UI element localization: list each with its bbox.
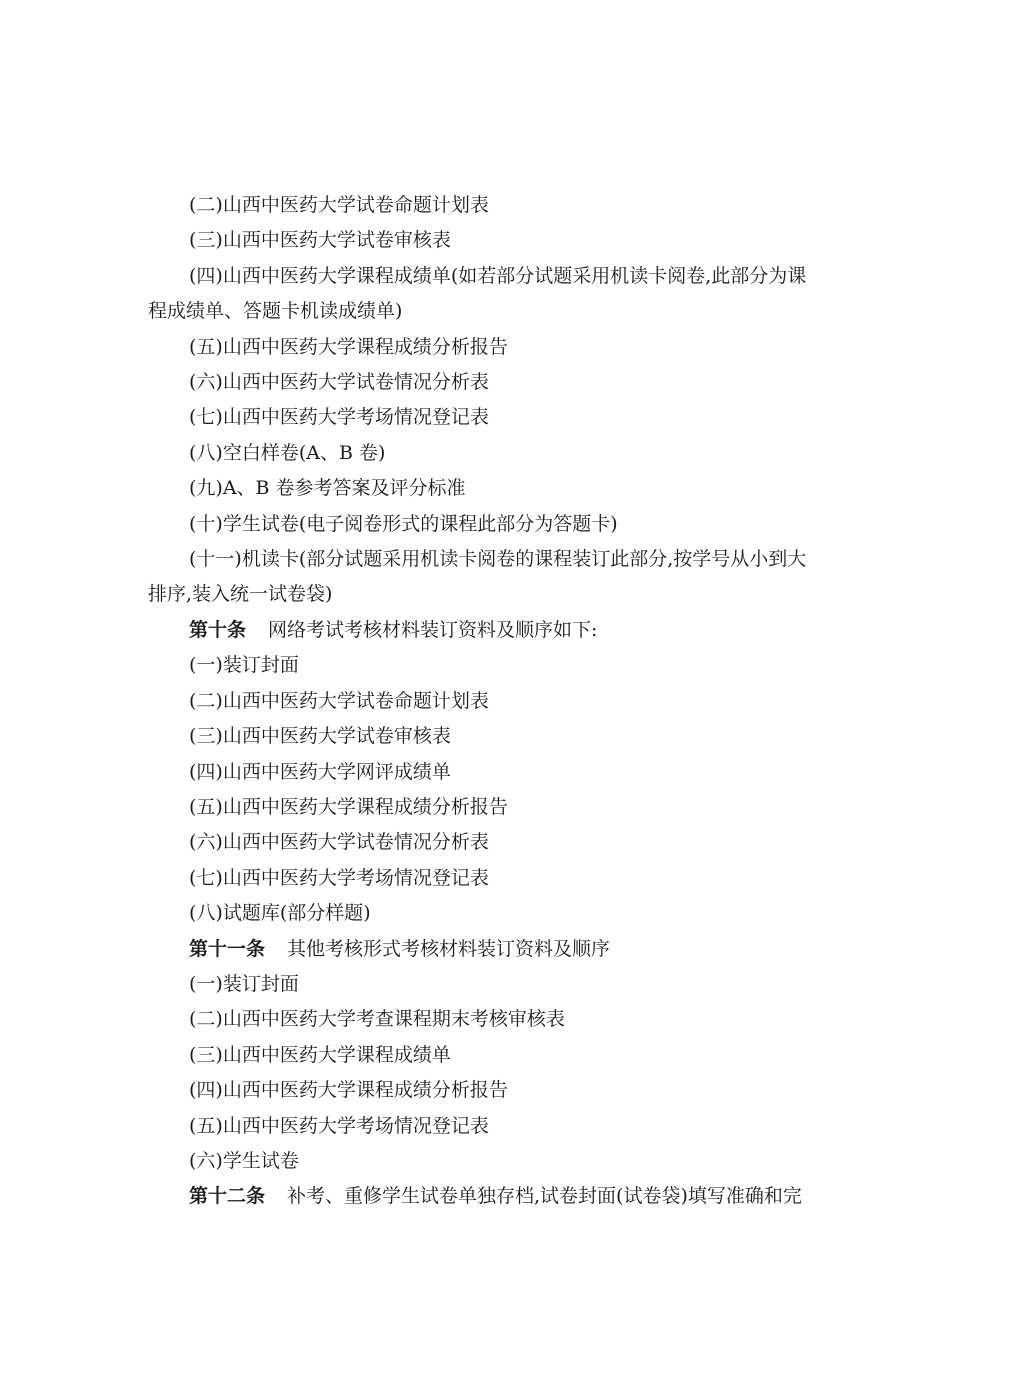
list-item-continuation: 排序,装入统一试卷袋): [148, 583, 333, 606]
article-number: 第十条: [189, 618, 247, 641]
article-number: 第十二条: [189, 1185, 266, 1208]
article-heading: [148, 1179, 888, 1214]
list-item: (七)山西中医药大学考场情况登记表: [189, 406, 489, 429]
list-item: (四)山西中医药大学课程成绩分析报告: [189, 1079, 508, 1102]
article-text: 补考、重修学生试卷单独存档,试卷封面(试卷袋)填写准确和完: [287, 1185, 802, 1208]
list-item: (三)山西中医药大学试卷审核表: [189, 229, 451, 252]
list-item-continuation: 程成绩单、答题卡机读成绩单): [148, 300, 403, 323]
document-page: [148, 188, 888, 1215]
list-item: (八)试题库(部分样题): [189, 902, 371, 925]
list-item: (五)山西中医药大学课程成绩分析报告: [189, 795, 508, 818]
list-item: (三)山西中医药大学课程成绩单: [189, 1043, 451, 1066]
article-text: 其他考核形式考核材料装订资料及顺序: [287, 937, 611, 960]
list-item: (十一)机读卡(部分试题采用机读卡阅卷的课程装订此部分,按学号从小到大: [189, 548, 807, 571]
list-item: (五)山西中医药大学课程成绩分析报告: [189, 335, 508, 358]
list-item: (四)山西中医药大学网评成绩单: [189, 760, 451, 783]
list-item: (一)装订封面: [189, 972, 299, 995]
list-item: (六)山西中医药大学试卷情况分析表: [189, 371, 489, 394]
list-item: (八)空白样卷(A、B 卷): [189, 441, 386, 464]
list-item: (一)装订封面: [189, 654, 299, 677]
list-item: (二)山西中医药大学试卷命题计划表: [189, 689, 489, 712]
list-item: (六)山西中医药大学试卷情况分析表: [189, 831, 489, 854]
list-item: (十)学生试卷(电子阅卷形式的课程此部分为答题卡): [189, 512, 618, 535]
list-item: (六)学生试卷: [189, 1149, 299, 1172]
list-item: (五)山西中医药大学考场情况登记表: [189, 1114, 489, 1137]
article-heading: [148, 613, 888, 648]
article-heading: [148, 932, 888, 967]
article-number: 第十一条: [189, 937, 266, 960]
article-text: 网络考试考核材料装订资料及顺序如下:: [268, 618, 598, 641]
list-item: (九)A、B 卷参考答案及评分标准: [189, 477, 466, 500]
list-item: (四)山西中医药大学课程成绩单(如若部分试题采用机读卡阅卷,此部分为课: [189, 264, 807, 287]
list-item: (三)山西中医药大学试卷审核表: [189, 725, 451, 748]
list-item: (二)山西中医药大学考查课程期末考核审核表: [189, 1008, 565, 1031]
list-item: (二)山西中医药大学试卷命题计划表: [189, 194, 489, 216]
list-item: (七)山西中医药大学考场情况登记表: [189, 866, 489, 889]
